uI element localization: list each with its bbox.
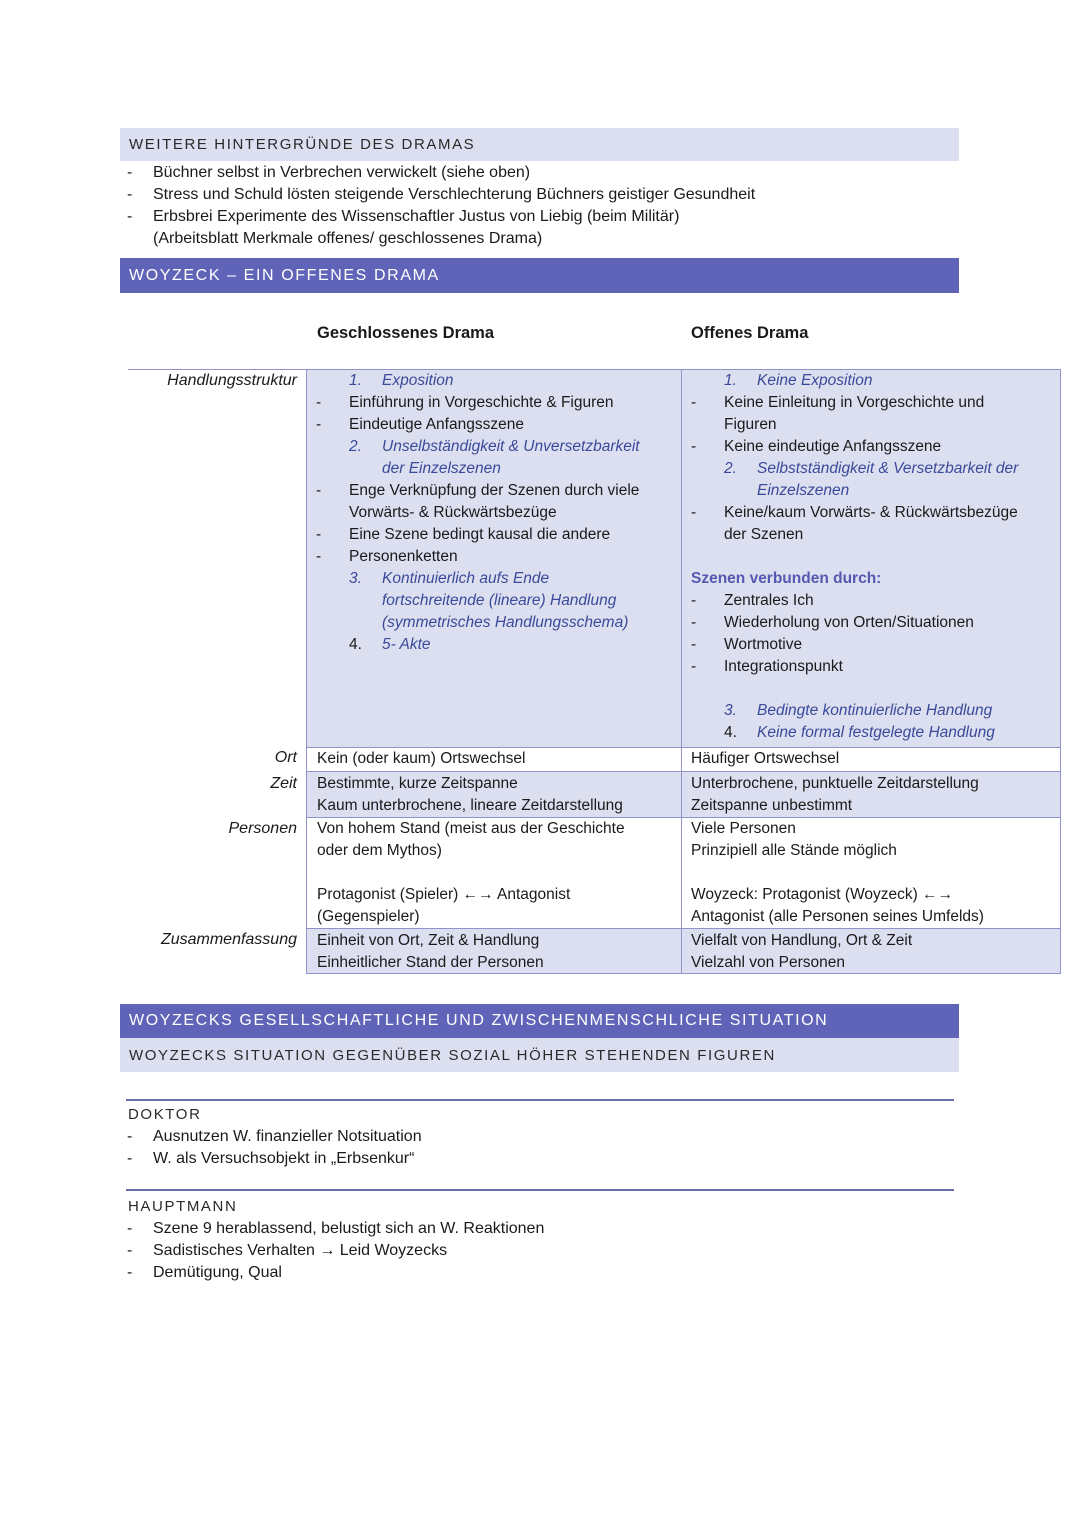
subsection-title: WOYZECKS SITUATION GEGENÜBER SOZIAL HÖHER STEHENDEN FIGUREN [129,1046,776,1064]
column-header-closed: Geschlossenes Drama [317,324,495,342]
cell-closed-zusammenfassung: Einheit von Ort, Zeit & Handlung Einheitlicher Stand der Personen [317,932,544,971]
divider [126,1189,954,1191]
row-label-handlung: Handlungsstruktur [167,372,297,389]
hauptmann-list [120,1218,960,1284]
list-item: - Büchner selbst in Verbrechen verwickelt (siehe oben) [127,164,531,181]
table-line [307,928,1060,929]
table-line [307,771,1060,772]
section-header-woyzeck [120,258,959,293]
cell-open-handlung: 1. Keine Exposition - Keine Einleitung in Vorgeschichte und Figuren - Keine eindeutige Anfangsszene 2. Selbstständigkeit & Versetzbarkeit der Einzelszenen - Keine/kaum Vorwärts- & Rückwärtsbezüge der Szenen Szenen verbunden durch: - Zentrales Ich - Wiederholung von Orten/Situationen - Wortmotive - Integrationspunkt 3. Bedingte kontinuierliche Handlung 4. Keine formal festgelegte Handlung [691,372,1019,741]
row-label-zeit: Zeit [270,775,297,792]
list-item: - W. als Versuchsobjekt in „Erbsenkur“ [127,1150,415,1167]
heading-doktor: DOKTOR [128,1106,202,1123]
subheading: Szenen verbunden durch: [691,570,882,587]
subsection-header-situation [120,1038,959,1072]
list-item: - Erbsbrei Experimente des Wissenschaftler Justus von Liebig (beim Militär) [127,208,680,225]
list-item: - Stress und Schuld lösten steigende Verschlechterung Büchners geistiger Gesundheit [127,186,756,203]
list-item: - Szene 9 herablassend, belustigt sich an W. Reaktionen [127,1220,545,1237]
section-title: WOYZECKS GESELLSCHAFTLICHE UND ZWISCHENMENSCHLICHE SITUATION [129,1012,829,1029]
section-title: WEITERE HINTERGRÜNDE DES DRAMAS [129,136,476,153]
cell-open-zusammenfassung: Vielfalt von Handlung, Ort & Zeit Vielzahl von Personen [691,932,913,971]
section-header-hintergruende [120,128,959,161]
cell-closed-ort: Kein (oder kaum) Ortswechsel [317,750,526,767]
cell-open-ort: Häufiger Ortswechsel [691,750,840,767]
list-item: - Sadistisches Verhalten → Leid Woyzecks [127,1242,448,1259]
doktor-list [120,1126,960,1170]
row-label-zusammenfassung: Zusammenfassung [160,931,297,948]
section-header-situation [120,1004,959,1038]
list-item: - Ausnutzen W. finanzieller Notsituation [127,1128,422,1145]
note: (Arbeitsblatt Merkmale offenes/ geschlossenes Drama) [153,230,543,247]
cell-closed-zeit: Bestimmte, kurze Zeitspanne Kaum unterbrochene, lineare Zeitdarstellung [317,775,623,814]
cell-open-zeit: Unterbrochene, punktuelle Zeitdarstellung Zeitspanne unbestimmt [691,775,979,814]
hintergruende-list [120,162,960,250]
row-label-personen: Personen [228,820,297,837]
cell-closed-handlung: 1. Exposition - Einführung in Vorgeschichte & Figuren - Eindeutige Anfangsszene 2. Unselbständigkeit & Unversetzbarkeit der Einzelszenen - Enge Verknüpfung der Szenen durch viele Vorwärts- & Rückwärtsbezüge - Eine Szene bedingt kausal die andere - Personenketten 3. Kontinuierlich aufs Ende fortschreitende (lineare) Handlung (symmetrisches Handlungsschema) 4. 5- Akte [316,372,640,653]
cell-open-personen: Viele Personen Prinzipiell alle Stände möglich Woyzeck: Protagonist (Woyzeck) ←→ Antagonist (alle Personen seines Umfelds) [691,820,984,925]
column-header-open: Offenes Drama [691,324,809,342]
heading-hauptmann: HAUPTMANN [128,1198,238,1215]
divider [126,1099,954,1101]
list-item: - Demütigung, Qual [127,1264,282,1281]
table-line [1060,369,1061,974]
cell-closed-personen: Von hohem Stand (meist aus der Geschichte oder dem Mythos) Protagonist (Spieler) ←→ Antagonist (Gegenspieler) [317,820,625,925]
row-label-ort: Ort [274,749,297,766]
section-title: WOYZECK – EIN OFFENES DRAMA [129,266,440,284]
